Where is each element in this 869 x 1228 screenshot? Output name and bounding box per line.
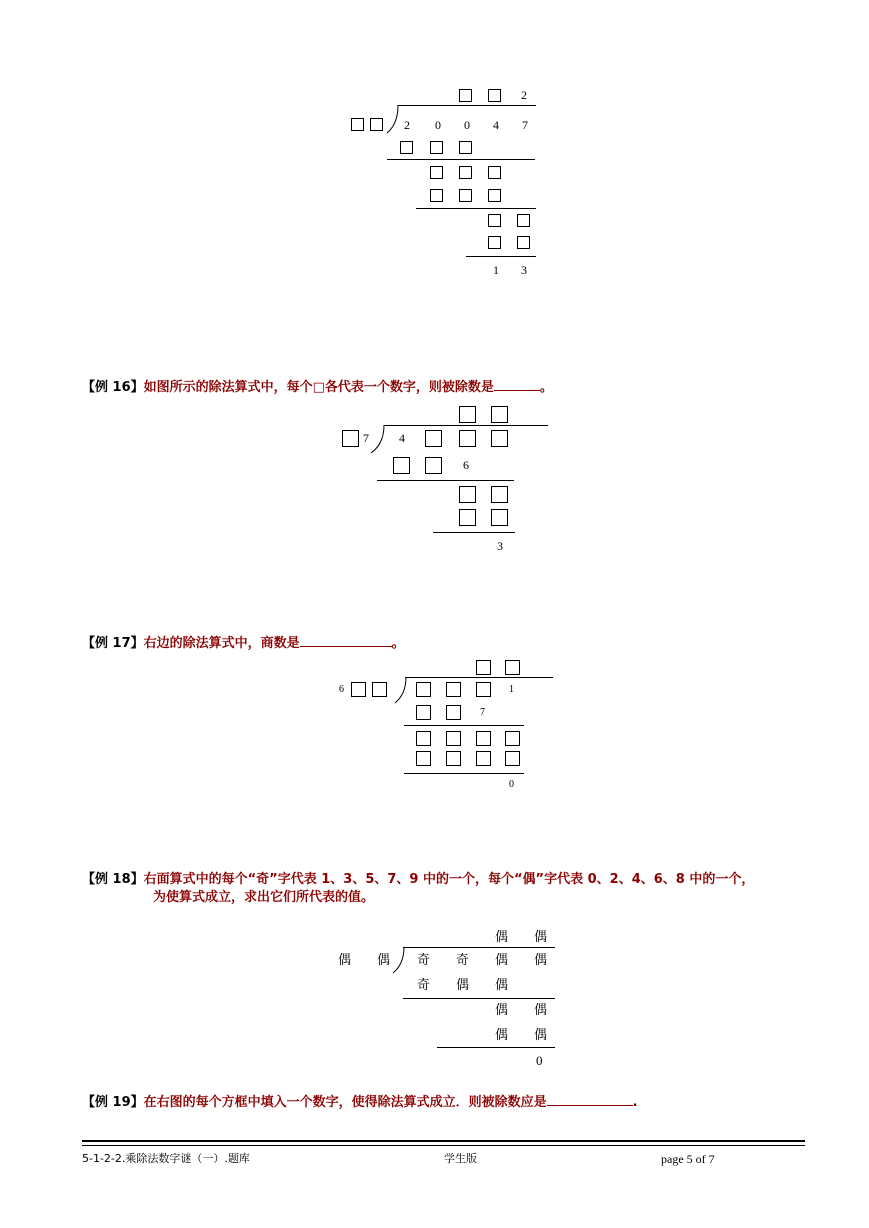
product-digit: 6 [463,458,469,472]
digit-box [517,236,530,249]
divisor-digit: 7 [363,431,369,445]
division-bar [398,105,536,106]
footer-left: 5-1-2-2.乘除法数字谜（一）.题库 [82,1152,250,1165]
digit-box [476,731,491,746]
example-question: 右边的除法算式中，商数是 [143,636,300,651]
quotient-digit: 2 [521,88,527,102]
example-question: 为使算式成立，求出它们所代表的值。 [153,890,375,905]
division-bracket [392,946,406,974]
digit-box [459,89,472,102]
even-char: 偶 [338,953,352,968]
digit-box [459,430,476,447]
dividend-digit: 0 [435,118,441,132]
digit-box [491,509,508,526]
divisor-digit: 6 [339,684,344,695]
footer-rule-thick [82,1140,805,1142]
division-line [416,208,536,209]
example-question: 在右图的每个方框中填入一个数字，使得除法算式成立．则被除数应是 [143,1095,547,1110]
product-digit: 7 [480,707,485,718]
remainder-digit: 0 [509,779,514,790]
even-char: 偶 [534,1003,548,1018]
dividend-digit: 1 [509,684,514,695]
digit-box [517,214,530,227]
digit-box [446,731,461,746]
answer-blank[interactable] [547,1093,633,1106]
answer-blank[interactable] [494,378,540,391]
division-line [403,998,555,999]
digit-box [400,141,413,154]
dividend-digit: 4 [399,431,405,445]
even-char: 偶 [377,953,391,968]
digit-box [459,166,472,179]
division-line [404,773,524,774]
digit-box [459,189,472,202]
digit-box [459,141,472,154]
odd-char: 奇 [417,978,431,993]
even-char: 偶 [534,930,548,945]
digit-box [430,166,443,179]
example-tag: 【例 19】 [82,1095,144,1110]
dividend-digit: 7 [522,118,528,132]
digit-box [459,406,476,423]
punctuation: 。 [391,636,405,651]
division-bracket [386,104,400,134]
even-char: 偶 [456,978,470,993]
example-tag: 【例 17】 [82,636,144,651]
division-line [377,480,514,481]
division-line [466,256,536,257]
odd-char: 奇 [456,953,470,968]
example-19-heading [82,1093,638,1112]
digit-box [446,751,461,766]
digit-box [491,430,508,447]
example-18-heading [82,871,754,889]
digit-box [393,457,410,474]
digit-box [476,682,491,697]
dividend-digit: 0 [464,118,470,132]
digit-box [446,705,461,720]
even-char: 偶 [495,1028,509,1043]
digit-box [430,189,443,202]
division-line [437,1047,555,1048]
even-char: 偶 [495,1003,509,1018]
footer-page-number: page 5 of 7 [661,1152,715,1166]
digit-box [488,214,501,227]
digit-box [425,457,442,474]
digit-box [416,751,431,766]
digit-box [372,682,387,697]
digit-box [491,486,508,503]
even-char: 偶 [534,1028,548,1043]
remainder-digit: 3 [521,263,527,277]
digit-box [476,660,491,675]
example-16-heading [82,378,553,397]
digit-box [416,731,431,746]
digit-box [342,430,359,447]
footer-rule-thin [82,1145,805,1146]
even-char: 偶 [495,978,509,993]
division-bar [405,677,553,678]
division-line [387,159,535,160]
digit-box [491,406,508,423]
digit-box [351,682,366,697]
division-bracket [394,676,408,704]
digit-box [488,189,501,202]
digit-box [505,751,520,766]
example-tag: 【例 18】 [82,872,144,887]
division-bar [384,425,548,426]
even-char: 偶 [495,930,509,945]
digit-box [446,682,461,697]
digit-box [505,731,520,746]
punctuation: . [632,1095,638,1110]
example-question: 如图所示的除法算式中，每个□各代表一个数字，则被除数是 [143,380,494,395]
digit-box [476,751,491,766]
remainder-digit: 1 [493,263,499,277]
punctuation: 。 [539,380,553,395]
even-char: 偶 [534,953,548,968]
example-17-heading [82,634,405,653]
digit-box [459,509,476,526]
example-question: 右面算式中的每个“奇”字代表 1、3、5、7、9 中的一个，每个“偶”字代表 0、2、4、6、8 中的一个， [143,872,755,887]
digit-box [425,430,442,447]
footer-center: 学生版 [444,1152,477,1165]
digit-box [416,705,431,720]
example-18-question-line2 [153,889,374,907]
division-line [433,532,515,533]
dividend-digit: 2 [404,118,410,132]
division-bar [403,947,555,948]
digit-box [351,118,364,131]
dividend-digit: 4 [493,118,499,132]
digit-box [488,236,501,249]
digit-box [416,682,431,697]
remainder-digit: 3 [497,539,503,553]
answer-blank[interactable] [300,634,392,647]
digit-box [488,166,501,179]
digit-box [505,660,520,675]
division-line [404,725,524,726]
even-char: 偶 [495,953,509,968]
example-tag: 【例 16】 [82,380,144,395]
digit-box [459,486,476,503]
digit-box [370,118,383,131]
division-bracket [370,424,386,454]
digit-box [430,141,443,154]
remainder-digit: 0 [536,1053,543,1068]
digit-box [488,89,501,102]
odd-char: 奇 [417,953,431,968]
